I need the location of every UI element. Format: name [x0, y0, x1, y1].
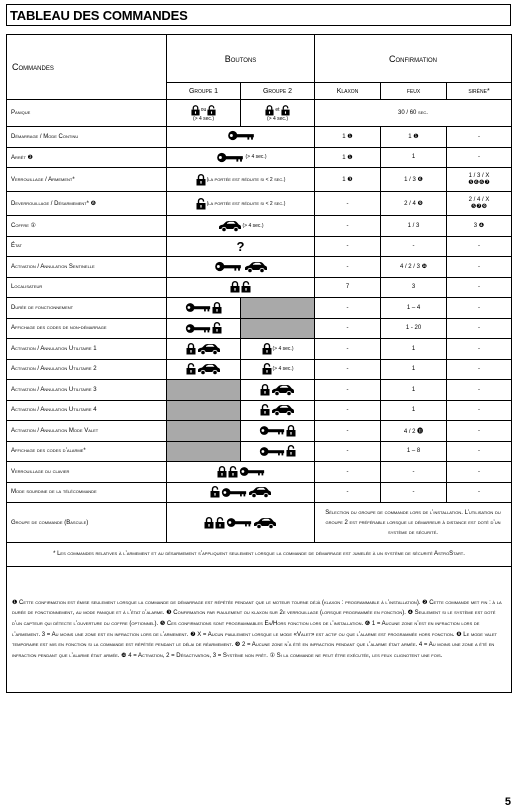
- command-name: Affichage des codes d’alarme*: [7, 441, 167, 462]
- klaxon-value: -: [315, 359, 381, 380]
- klaxon-value: 1 ❶: [315, 147, 381, 168]
- sirene-value: -: [447, 400, 512, 421]
- header-klaxon: Klaxon: [315, 83, 381, 100]
- klaxon-value: -: [315, 380, 381, 401]
- sirene-value: 1 / 3 / X ❺❻❻❼: [447, 168, 512, 192]
- feux-value: 1 ❶: [381, 127, 447, 148]
- buttons-both: (> 4 sec.): [167, 216, 315, 237]
- feux-value: 1: [381, 400, 447, 421]
- feux-value: -: [381, 236, 447, 257]
- command-name: Mode sourdine de la télécommande: [7, 482, 167, 503]
- command-name: Activation / Annulation Utilitaire 2: [7, 359, 167, 380]
- confirmation-merged: Sélection du groupe de commande lors de l’installation. L’utilisation du groupe 2 est préférable lorsque le démarreur à distance est doté d’un système de sécurité.: [315, 503, 512, 543]
- header-groupe1: Groupe 1: [167, 83, 241, 100]
- row-valet: [7, 421, 512, 442]
- feux-value: 1 – 4: [381, 298, 447, 319]
- buttons-group2: [241, 400, 315, 421]
- car-icon: [197, 343, 221, 355]
- command-name: Activation / Annulation Utilitaire 4: [7, 400, 167, 421]
- buttons-group1: [167, 359, 241, 380]
- command-name: Verrouillage du clavier: [7, 462, 167, 483]
- lock-icon: [260, 384, 270, 396]
- header-sirene: sirène*: [447, 83, 512, 100]
- feux-value: 1 / 3 ❻: [381, 168, 447, 192]
- row-verrouillage: [7, 168, 512, 192]
- buttons-group2: [241, 380, 315, 401]
- confirmation-merged: 30 / 60 sec.: [315, 100, 512, 127]
- command-name: Démarrage / Mode Continu: [7, 127, 167, 148]
- lock-icon: [217, 466, 227, 478]
- key-icon: [221, 487, 247, 498]
- buttons-group2-unavailable: [241, 298, 315, 319]
- page-number: 5: [504, 796, 511, 808]
- buttons-both: [167, 257, 315, 278]
- key-icon: [226, 130, 256, 141]
- buttons-both: (la portée est réduite si < 2 sec.): [167, 192, 315, 216]
- command-name: État: [7, 236, 167, 257]
- sirene-value: -: [447, 236, 512, 257]
- lock-icon: [262, 343, 272, 355]
- feux-value: 1: [381, 380, 447, 401]
- feux-value: 1: [381, 147, 447, 168]
- buttons-group2-unavailable: [241, 318, 315, 339]
- car-icon: [197, 363, 221, 375]
- klaxon-value: -: [315, 441, 381, 462]
- buttons-group2: [241, 441, 315, 462]
- feux-value: 1: [381, 339, 447, 360]
- row-deverrouillage: [7, 192, 512, 216]
- row-panique: [7, 100, 512, 127]
- row-utilitaire-3: [7, 380, 512, 401]
- command-name: Localisateur: [7, 277, 167, 298]
- klaxon-value: 1 ❶: [315, 127, 381, 148]
- feux-value: -: [381, 462, 447, 483]
- question-icon: ?: [236, 238, 245, 254]
- sirene-value: -: [447, 277, 512, 298]
- unlock-icon: [207, 105, 216, 116]
- buttons-both: [167, 462, 315, 483]
- sirene-value: -: [447, 339, 512, 360]
- sirene-value: -: [447, 441, 512, 462]
- row-codes-alarme: [7, 441, 512, 462]
- sirene-value: -: [447, 298, 512, 319]
- lock-icon: [186, 343, 196, 355]
- unlock-icon: [286, 445, 296, 457]
- row-groupe-commande: [7, 503, 512, 543]
- feux-value: 1 - 20: [381, 318, 447, 339]
- row-utilitaire-4: [7, 400, 512, 421]
- command-name: Activation / Annulation Utilitaire 1: [7, 339, 167, 360]
- buttons-group1-unavailable: [167, 400, 241, 421]
- unlock-icon: [228, 466, 238, 478]
- command-name: Activation / Annulation Mode Valet: [7, 421, 167, 442]
- car-icon: [253, 517, 277, 529]
- page-title: TABLEAU DES COMMANDES: [6, 4, 511, 26]
- unlock-icon: [196, 198, 206, 210]
- sirene-value: -: [447, 318, 512, 339]
- feux-value: 1: [381, 359, 447, 380]
- unlock-icon: [281, 105, 290, 116]
- header-confirmation: Confirmation: [315, 35, 512, 83]
- row-verrouillage-clavier: [7, 462, 512, 483]
- feux-value: 1 / 3: [381, 216, 447, 237]
- command-name: Affichage des codes de non-démarrage: [7, 318, 167, 339]
- command-name: Coffre ①: [7, 216, 167, 237]
- buttons-both: [167, 503, 315, 543]
- klaxon-value: -: [315, 482, 381, 503]
- klaxon-value: -: [315, 339, 381, 360]
- command-name: Activation / Annulation Utilitaire 3: [7, 380, 167, 401]
- row-codes-nondemarrage: [7, 318, 512, 339]
- row-note: [7, 543, 512, 567]
- buttons-group1: ou (> 4 sec.): [167, 100, 241, 127]
- feux-value: -: [381, 482, 447, 503]
- lock-icon: [265, 105, 274, 116]
- buttons-group2: (> 4 sec.): [241, 339, 315, 360]
- buttons-group1: [167, 339, 241, 360]
- buttons-group1: [167, 318, 241, 339]
- klaxon-value: 7: [315, 277, 381, 298]
- lock-icon: [204, 517, 214, 529]
- sirene-value: -: [447, 380, 512, 401]
- command-name: Arrêt ❷: [7, 147, 167, 168]
- header-boutons: Boutons: [167, 35, 315, 83]
- key-icon: [213, 261, 243, 272]
- header-commandes: Commandes: [7, 35, 167, 100]
- row-mode-sourdine: [7, 482, 512, 503]
- sirene-value: -: [447, 462, 512, 483]
- klaxon-value: -: [315, 192, 381, 216]
- command-name: Groupe de commande (Bascule): [7, 503, 167, 543]
- command-name: Deverrouillage / Désarmement* ❽: [7, 192, 167, 216]
- lock-icon: [230, 281, 240, 293]
- feux-value: 2 / 4 ❾: [381, 192, 447, 216]
- row-utilitaire-2: [7, 359, 512, 380]
- car-icon: [248, 486, 272, 498]
- sirene-value: -: [447, 359, 512, 380]
- row-sentinelle: [7, 257, 512, 278]
- buttons-both: [167, 127, 315, 148]
- sirene-value: -: [447, 482, 512, 503]
- feux-value: 3: [381, 277, 447, 298]
- feux-value: 4 / 2 / 3 ❿: [381, 257, 447, 278]
- unlock-icon: [262, 363, 272, 375]
- command-name: Durée de fonctionnement: [7, 298, 167, 319]
- klaxon-value: -: [315, 236, 381, 257]
- key-icon: [259, 425, 285, 436]
- buttons-group2: (> 4 sec.): [241, 359, 315, 380]
- car-icon: [244, 261, 268, 273]
- buttons-both: [167, 236, 315, 257]
- command-name: Panique: [7, 100, 167, 127]
- buttons-group1-unavailable: [167, 421, 241, 442]
- feux-value: 1 – 8: [381, 441, 447, 462]
- klaxon-value: -: [315, 421, 381, 442]
- row-utilitaire-1: [7, 339, 512, 360]
- command-name: Activation / Annulation Sentinelle: [7, 257, 167, 278]
- buttons-both: (> 4 sec.): [167, 147, 315, 168]
- row-coffre: [7, 216, 512, 237]
- feux-value: 4 / 2 ⓫: [381, 421, 447, 442]
- sirene-value: -: [447, 147, 512, 168]
- sirene-value: 2 / 4 / X ❺❼❾: [447, 192, 512, 216]
- buttons-both: (la portée est réduite si < 2 sec.): [167, 168, 315, 192]
- klaxon-value: -: [315, 298, 381, 319]
- row-etat: [7, 236, 512, 257]
- klaxon-value: -: [315, 400, 381, 421]
- klaxon-value: -: [315, 216, 381, 237]
- lock-icon: [191, 105, 200, 116]
- key-icon: [226, 517, 252, 528]
- klaxon-value: -: [315, 318, 381, 339]
- klaxon-value: -: [315, 462, 381, 483]
- row-localisateur: [7, 277, 512, 298]
- header-groupe2: Groupe 2: [241, 83, 315, 100]
- car-icon: [271, 384, 295, 396]
- footnote-armement: * Les commandes relatives à l’armement et au désarmement s’appliquent seulement lorsque la commande de démarrage est jumelée à un système de sécurité AstroStart.: [7, 543, 512, 567]
- unlock-icon: [260, 404, 270, 416]
- sirene-value: -: [447, 421, 512, 442]
- lock-icon: [196, 174, 206, 186]
- row-demarrage: [7, 127, 512, 148]
- unlock-icon: [241, 281, 251, 293]
- klaxon-value: -: [315, 257, 381, 278]
- key-icon: [259, 446, 285, 457]
- unlock-icon: [186, 363, 196, 375]
- unlock-icon: [212, 322, 222, 334]
- command-table: [6, 34, 512, 693]
- buttons-both: [167, 277, 315, 298]
- lock-icon: [212, 302, 222, 314]
- buttons-group1: [167, 298, 241, 319]
- buttons-group2: et (> 4 sec.): [241, 100, 315, 127]
- lock-icon: [286, 425, 296, 437]
- legend-notes: ❶ Cette confirmation est émise seulement lorsque la commande de démarrage est répétée pendant que le moteur tourne déjà (klaxon : programmable à l’installation). ❷ Cette commande met fin : à la durée de fonctionnement, au mode panique et à l’état d’alarme. ❸ Confirmation par piaulement ou klaxon sur 2e verrouillage (lorsque programmée en fonction). ❹ Seulement si le système est doté d’un capteur qui détecte l’ouverture du coffre (optionnel). ❺ Ces confirmations sont programmables En/Hors fonction lors de l’installation. ❻ 1 = Aucune zone n’est en infraction lors de l’armement. 3 = Au moins une zone est en infraction lors de l’armement. ❼ X = Aucun piaulement lorsque le mode «Valet» est actif ou que l’alarme est programmée hors fonction. ❽ Le mode valet temporaire est mis en fonction si la commande est répétée pendant le délai de réarmement. ❾ 2 = Aucune zone n’a été en infraction pendant que l’alarme était armée. 4 = Au moins une zone a été en infraction pendant que l’alarme était armée. ❿ 4 = Activation, 2 = Désactivation, 3 = Système non prêt. ① Si la commande ne peut être exécutée, les feux clignotent une fois.: [7, 567, 512, 693]
- buttons-group1-unavailable: [167, 380, 241, 401]
- buttons-group1-unavailable: [167, 441, 241, 462]
- sirene-value: -: [447, 257, 512, 278]
- command-name: Verrouillage / Armement*: [7, 168, 167, 192]
- row-arret: [7, 147, 512, 168]
- key-icon: [185, 323, 211, 334]
- car-icon: [218, 220, 242, 232]
- unlock-icon: [210, 486, 220, 498]
- unlock-icon: [215, 517, 225, 529]
- key-icon: [239, 466, 265, 477]
- row-legend: [7, 567, 512, 693]
- key-icon: [185, 302, 211, 313]
- buttons-both: [167, 482, 315, 503]
- row-duree: [7, 298, 512, 319]
- sirene-value: -: [447, 127, 512, 148]
- car-icon: [271, 404, 295, 416]
- sirene-value: 3 ❹: [447, 216, 512, 237]
- key-icon: [215, 152, 245, 163]
- header-feux: feux: [381, 83, 447, 100]
- buttons-group2: [241, 421, 315, 442]
- klaxon-value: 1 ❸: [315, 168, 381, 192]
